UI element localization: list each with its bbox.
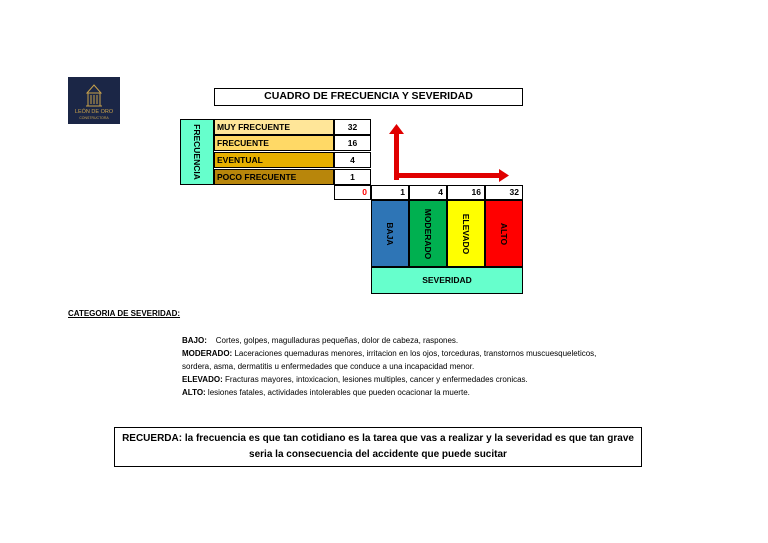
category-term: ALTO: — [182, 388, 206, 397]
severity-zero-cell: 0 — [334, 185, 371, 200]
category-text: lesiones fatales, actividades intolerables que pueden ocacionar la muerte. — [205, 388, 470, 397]
frequency-row-value: 16 — [334, 135, 371, 151]
page-title: CUADRO DE FRECUENCIA Y SEVERIDAD — [214, 88, 523, 106]
reminder-box — [114, 427, 642, 467]
category-text: Cortes, golpes, magulladuras pequeñas, dolor de cabeza, raspones. — [206, 336, 459, 345]
frequency-row-value: 4 — [334, 152, 371, 168]
category-term: MODERADO: — [182, 349, 233, 358]
axis-arrows — [385, 120, 515, 182]
frequency-row-label: POCO FRECUENTE — [214, 169, 334, 185]
horizontal-arrow-icon — [394, 169, 509, 182]
severity-value-cell: 1 — [371, 185, 409, 200]
frequency-row-label: MUY FRECUENTE — [214, 119, 334, 135]
frequency-row-label: FRECUENTE — [214, 135, 334, 151]
severity-axis-label: SEVERIDAD — [371, 267, 523, 294]
category-term: BAJO: — [182, 336, 207, 345]
vertical-arrow-icon — [389, 124, 404, 180]
severity-level-label: BAJA — [385, 221, 395, 246]
category-term: ELEVADO: — [182, 375, 223, 384]
frequency-row-label: EVENTUAL — [214, 152, 334, 168]
frequency-row-value: 1 — [334, 169, 371, 185]
severity-level-label: ELEVADO — [461, 213, 471, 254]
frequency-row-value: 32 — [334, 119, 371, 135]
category-definition — [182, 349, 596, 359]
logo-name: LEÓN DE ORO — [74, 109, 114, 115]
reminder-line: seria la consecuencia del accidente que puede sucitar — [249, 449, 507, 460]
category-text: Fracturas mayores, intoxicacion, lesiones multiples, cancer y enfermedades cronicas. — [222, 375, 528, 384]
severity-level-baja — [371, 200, 409, 267]
frequency-axis-text: FRECUENCIA — [192, 124, 202, 180]
logo-subtitle: CONSTRUCTORA — [79, 116, 109, 120]
severity-level-moderado — [409, 200, 447, 267]
severity-value-cell: 32 — [485, 185, 523, 200]
category-definition — [182, 375, 528, 385]
frequency-axis-label — [180, 119, 214, 185]
severity-level-elevado — [447, 200, 485, 267]
severity-value-cell: 16 — [447, 185, 485, 200]
company-logo — [68, 77, 120, 124]
category-definition — [182, 388, 470, 398]
severity-level-label: MODERADO — [423, 208, 433, 259]
category-definition — [182, 362, 474, 372]
category-text: Laceraciones quemaduras menores, irritacion en los ojos, torceduras, transtornos muscuesqueleticos, — [232, 349, 597, 358]
category-heading: CATEGORIA DE SEVERIDAD: — [68, 309, 181, 318]
reminder-line: RECUERDA: la frecuencia es que tan cotidiano es la tarea que vas a realizar y la severidad es que tan grave — [122, 433, 634, 444]
severity-value-cell: 4 — [409, 185, 447, 200]
severity-level-label: ALTO — [499, 222, 509, 245]
severity-level-alto — [485, 200, 523, 267]
category-definition — [182, 336, 458, 346]
category-text: sordera, asma, dermatitis u enfermedades que conduce a una incapacidad menor. — [182, 362, 475, 371]
